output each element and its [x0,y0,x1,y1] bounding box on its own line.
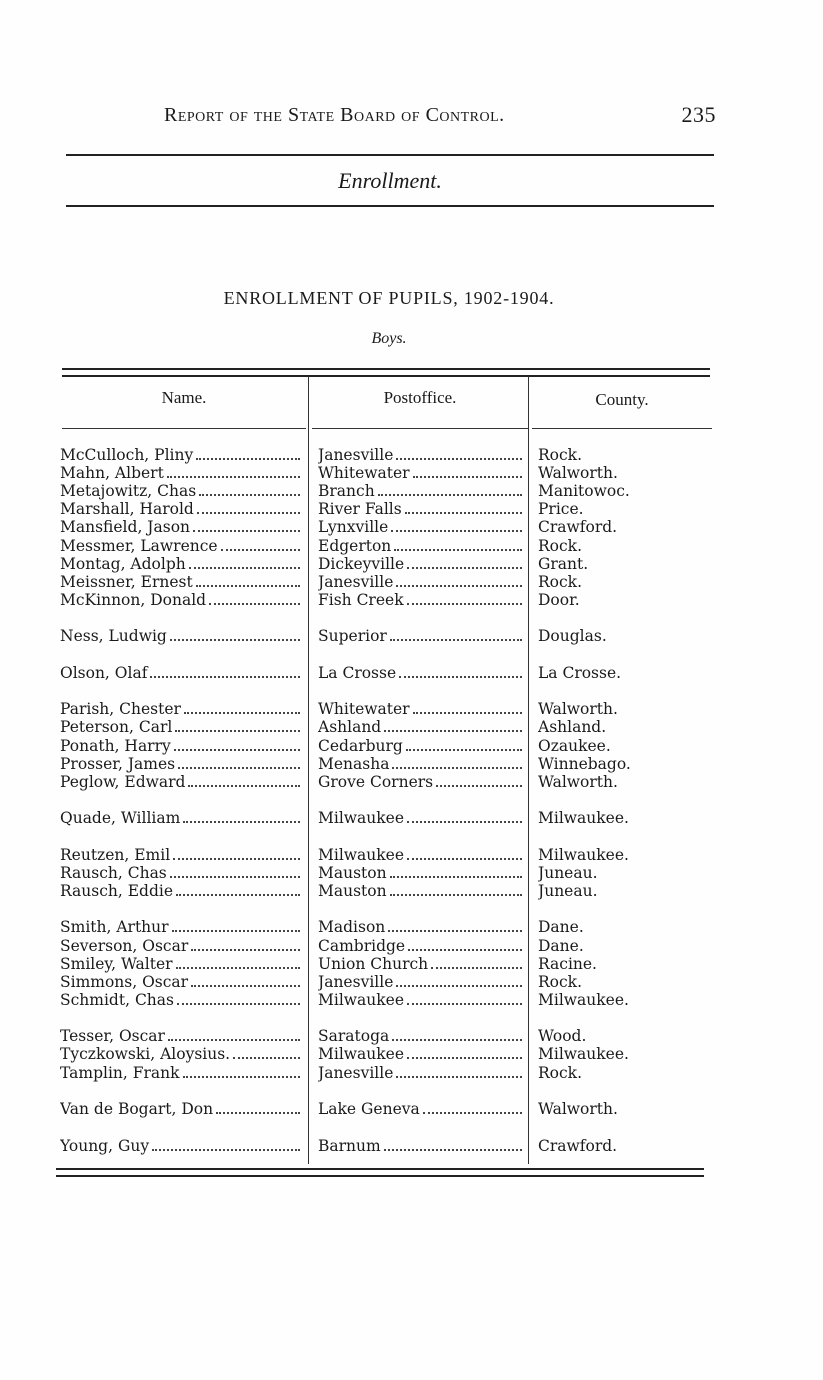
pupil-name-text: Marshall, Harold [60,500,194,519]
postoffice-cell [318,918,524,936]
table-row [62,1137,712,1155]
postoffice-cell [318,1064,524,1082]
county-text: Rock. [538,1063,583,1082]
pupil-name-text: Rausch, Chas [60,863,167,882]
pupil-name-text: Severson, Oscar [60,936,189,955]
postoffice-cell [318,882,524,900]
county-text: Juneau. [538,881,598,900]
pupil-name-cell [60,1137,300,1155]
table-row [62,846,712,864]
pupil-name-text: Peglow, Edward [60,772,186,791]
county-cell [538,555,708,573]
county-text: Dane. [538,918,584,937]
postoffice-text: Janesville [318,446,394,464]
county-cell [538,973,708,991]
leader-dots [423,1112,522,1114]
leader-dots [196,585,300,587]
leader-dots [189,567,300,569]
postoffice-text: Grove Corners [318,772,434,791]
postoffice-cell [318,773,524,791]
county-text: Walworth. [538,1100,618,1118]
pupil-name-cell [60,918,300,936]
pupil-name-text: Prosser, James [60,754,176,773]
pupil-name-cell [60,991,300,1009]
leader-dots [170,876,300,878]
pupil-name-cell [60,1064,300,1082]
pupil-name-cell [60,482,300,500]
county-cell [538,500,708,518]
table-row [62,955,712,973]
pupil-name-text: Simmons, Oscar [60,972,189,991]
table-row [62,537,712,555]
leader-dots [196,458,300,460]
postoffice-cell [318,991,524,1009]
table-row [62,718,712,736]
pupil-name-cell [60,573,300,591]
postoffice-text: Superior [318,627,387,646]
leader-dots [216,1112,300,1114]
pupil-name-text: Quade, William [60,809,181,828]
table-row [62,518,712,536]
table-row [62,809,712,827]
table-row [62,1045,712,1063]
county-text: Price. [538,500,584,519]
leader-dots [176,894,300,896]
county-cell [538,537,708,555]
postoffice-text: La Crosse [318,663,397,682]
postoffice-text: Menasha [318,754,390,773]
leader-dots [431,967,522,969]
table-row [62,573,712,591]
postoffice-text: Ashland [318,718,382,737]
pupil-name-cell [60,846,300,864]
postoffice-text: Cambridge [318,936,406,955]
leader-dots [209,603,300,605]
postoffice-text: River Falls [318,500,402,519]
postoffice-cell [318,573,524,591]
table-row [62,918,712,936]
section-title: Enrollment. [338,168,442,193]
county-text: Rock. [538,446,583,464]
county-text: Crawford. [538,518,618,537]
postoffice-cell [318,500,524,518]
pupil-name-text: Ponath, Harry [60,736,171,755]
leader-dots [174,749,300,751]
pupil-name-cell [60,446,300,464]
pupil-name-text: McKinnon, Donald [60,590,207,609]
postoffice-cell [318,446,524,464]
pupil-name-cell [60,955,300,973]
county-text: Walworth. [538,772,618,791]
running-title: Report of the State Board of Control. [164,104,505,126]
postoffice-cell [318,591,524,609]
county-text: Racine. [538,954,597,973]
pupil-name-text: Schmidt, Chas [60,990,174,1009]
pupil-name-cell [60,1027,300,1045]
county-text: Rock. [538,972,583,991]
county-cell [538,664,708,682]
table-row [62,1027,712,1045]
pupil-name-cell [60,1100,300,1118]
postoffice-text: Milwaukee [318,990,405,1009]
postoffice-cell [318,737,524,755]
pupil-name-text: Meissner, Ernest [60,572,193,591]
county-cell [538,864,708,882]
postoffice-text: Mauston [318,881,387,900]
postoffice-text: Madison [318,918,386,937]
table-row [62,1100,712,1118]
leader-dots [152,1149,300,1151]
pupil-name-text: Metajowitz, Chas [60,482,197,501]
leader-dots [172,930,300,932]
table-top-rule [62,368,710,377]
leader-dots [197,512,300,514]
pupil-name-cell [60,1045,300,1063]
postoffice-cell [318,464,524,482]
county-text: Door. [538,590,580,609]
pupil-name-cell [60,737,300,755]
header-rule-top [66,154,714,156]
leader-dots [407,858,522,860]
page-number: 235 [681,102,716,127]
county-cell [538,1064,708,1082]
leader-dots [183,821,300,823]
county-cell [538,446,708,464]
postoffice-text: Union Church [318,954,429,973]
county-cell [538,918,708,936]
table-row [62,1064,712,1082]
table-title: ENROLLMENT OF PUPILS, 1902-1904. [223,288,555,308]
enrollment-table [62,368,712,1178]
county-cell [538,1027,708,1045]
postoffice-text: Milwaukee [318,1045,405,1064]
county-text: Milwaukee. [538,809,629,828]
leader-dots [150,676,300,678]
table-row [62,973,712,991]
leader-dots [167,476,300,478]
county-text: Milwaukee. [538,1045,629,1064]
header-underline-county [532,428,712,429]
table-row [62,446,712,464]
leader-dots [407,1003,522,1005]
leader-dots [405,512,522,514]
pupil-name-text: Rausch, Eddie [60,881,174,900]
county-cell [538,1137,708,1155]
leader-dots [176,967,300,969]
pupil-name-cell [60,755,300,773]
postoffice-text: Edgerton [318,536,392,555]
pupil-name-cell [60,973,300,991]
county-text: Wood. [538,1027,587,1046]
pupil-name-cell [60,591,300,609]
postoffice-cell [318,1137,524,1155]
header-underline-name [62,428,306,429]
header-rule-bottom [66,205,714,207]
postoffice-text: Whitewater [318,700,410,719]
table-row [62,664,712,682]
leader-dots [413,476,522,478]
pupil-name-cell [60,500,300,518]
leader-dots [390,639,522,641]
county-text: Milwaukee. [538,990,629,1009]
table-subtitle: Boys. [371,330,407,347]
county-cell [538,573,708,591]
leader-dots [396,985,522,987]
table-row [62,937,712,955]
postoffice-cell [318,864,524,882]
postoffice-text: Milwaukee [318,845,405,864]
pupil-name-cell [60,937,300,955]
postoffice-text: Mauston [318,863,387,882]
leader-dots [390,876,522,878]
county-cell [538,737,708,755]
table-row [62,700,712,718]
county-cell [538,846,708,864]
county-cell [538,627,708,645]
table-row [62,464,712,482]
postoffice-text: Saratoga [318,1027,390,1046]
county-text: Walworth. [538,464,618,483]
pupil-name-cell [60,555,300,573]
county-text: Manitowoc. [538,482,630,501]
table-row [62,755,712,773]
postoffice-text: Janesville [318,1063,394,1082]
pupil-name-cell [60,718,300,736]
pupil-name-text: Montag, Adolph [60,554,186,573]
postoffice-text: Lake Geneva [318,1100,420,1118]
pupil-name-cell [60,809,300,827]
pupil-name-text: Tyczkowski, Aloysius. [60,1045,231,1064]
table-row [62,773,712,791]
postoffice-cell [318,718,524,736]
postoffice-cell [318,1100,524,1118]
leader-dots [183,1076,300,1078]
postoffice-cell [318,664,524,682]
leader-dots [191,985,300,987]
leader-dots [175,730,300,732]
leader-dots [396,585,522,587]
county-cell [538,991,708,1009]
postoffice-text: Milwaukee [318,809,405,828]
pupil-name-text: Young, Guy [60,1136,150,1155]
leader-dots [408,949,522,951]
pupil-name-text: Parish, Chester [60,700,181,719]
county-text: Rock. [538,536,583,555]
county-text: Winnebago. [538,754,631,773]
county-text: Rock. [538,572,583,591]
pupil-name-text: Smith, Arthur [60,918,169,937]
pupil-name-text: Mansfield, Jason [60,518,191,537]
county-text: Ashland. [538,718,607,737]
postoffice-text: Fish Creek [318,590,404,609]
leader-dots [407,567,522,569]
postoffice-cell [318,846,524,864]
postoffice-cell [318,518,524,536]
postoffice-cell [318,1027,524,1045]
table-row [62,864,712,882]
postoffice-text: Cedarburg [318,736,403,755]
table-row [62,500,712,518]
leader-dots [173,858,300,860]
county-cell [538,591,708,609]
postoffice-text: Branch [318,482,375,501]
leader-dots [392,1039,522,1041]
postoffice-cell [318,973,524,991]
county-text: Grant. [538,554,589,573]
leader-dots [392,767,522,769]
leader-dots [413,712,522,714]
pupil-name-cell [60,537,300,555]
leader-dots [407,1057,522,1059]
pupil-name-cell [60,664,300,682]
pupil-name-text: Mahn, Albert [60,464,164,483]
table-row [62,627,712,645]
leader-dots [193,530,300,532]
leader-dots [399,676,522,678]
county-cell [538,518,708,536]
postoffice-cell [318,700,524,718]
pupil-name-text: Reutzen, Emil [60,845,171,864]
postoffice-text: Dickeyville [318,554,405,573]
table-row [62,482,712,500]
pupil-name-text: Ness, Ludwig [60,627,167,646]
pupil-name-cell [60,518,300,536]
header-underline-postoffice [312,428,528,429]
postoffice-cell [318,627,524,645]
county-text: Walworth. [538,700,618,719]
leader-dots [394,549,522,551]
leader-dots [191,949,300,951]
pupil-name-text: Tesser, Oscar [60,1027,165,1046]
postoffice-text: Janesville [318,972,394,991]
postoffice-cell [318,555,524,573]
leader-dots [406,749,522,751]
postoffice-cell [318,809,524,827]
leader-dots [170,639,300,641]
county-cell [538,882,708,900]
postoffice-cell [318,537,524,555]
leader-dots [221,549,300,551]
county-cell [538,700,708,718]
leader-dots [188,785,300,787]
pupil-name-cell [60,882,300,900]
leader-dots [391,530,522,532]
leader-dots [390,894,522,896]
running-head [160,100,720,130]
county-text: Juneau. [538,863,598,882]
table-row [62,555,712,573]
county-text: Douglas. [538,627,607,646]
postoffice-cell [318,482,524,500]
leader-dots [177,1003,300,1005]
leader-dots [184,712,300,714]
pupil-name-cell [60,464,300,482]
postoffice-cell [318,755,524,773]
county-text: La Crosse. [538,663,622,682]
table-row [62,591,712,609]
leader-dots [199,494,300,496]
county-text: Dane. [538,936,584,955]
leader-dots [396,1076,522,1078]
pupil-name-text: Messmer, Lawrence [60,536,218,555]
pupil-name-cell [60,700,300,718]
county-cell [538,755,708,773]
postoffice-text: Whitewater [318,464,410,483]
leader-dots [233,1057,300,1059]
leader-dots [436,785,522,787]
leader-dots [407,603,522,605]
leader-dots [378,494,522,496]
postoffice-cell [318,937,524,955]
county-cell [538,464,708,482]
leader-dots [396,458,522,460]
county-cell [538,482,708,500]
table-row [62,991,712,1009]
postoffice-cell [318,1045,524,1063]
county-text: Ozaukee. [538,736,611,755]
leader-dots [407,821,522,823]
postoffice-text: Lynxville [318,518,389,537]
leader-dots [384,730,522,732]
postoffice-cell [318,955,524,973]
column-header-name: Name. [161,388,207,407]
leader-dots [384,1149,522,1151]
county-cell [538,955,708,973]
table-row [62,882,712,900]
county-cell [538,809,708,827]
pupil-name-cell [60,864,300,882]
postoffice-text: Janesville [318,572,394,591]
county-text: Crawford. [538,1136,618,1155]
leader-dots [178,767,300,769]
column-header-county: County. [595,390,649,409]
pupil-name-text: McCulloch, Pliny [60,446,194,464]
column-header-postoffice: Postoffice. [383,388,457,407]
county-cell [538,1045,708,1063]
postoffice-text: Barnum [318,1136,381,1155]
county-cell [538,1100,708,1118]
pupil-name-text: Smiley, Walter [60,954,173,973]
leader-dots [388,930,522,932]
pupil-name-text: Olson, Olaf [60,663,148,682]
pupil-name-cell [60,773,300,791]
leader-dots [168,1039,300,1041]
table-row [62,737,712,755]
county-cell [538,773,708,791]
county-text: Milwaukee. [538,845,629,864]
county-cell [538,937,708,955]
pupil-name-text: Van de Bogart, Don [60,1100,214,1118]
pupil-name-text: Peterson, Carl [60,718,173,737]
pupil-name-cell [60,627,300,645]
pupil-name-text: Tamplin, Frank [60,1063,180,1082]
table-bottom-rule [56,1168,704,1177]
county-cell [538,718,708,736]
